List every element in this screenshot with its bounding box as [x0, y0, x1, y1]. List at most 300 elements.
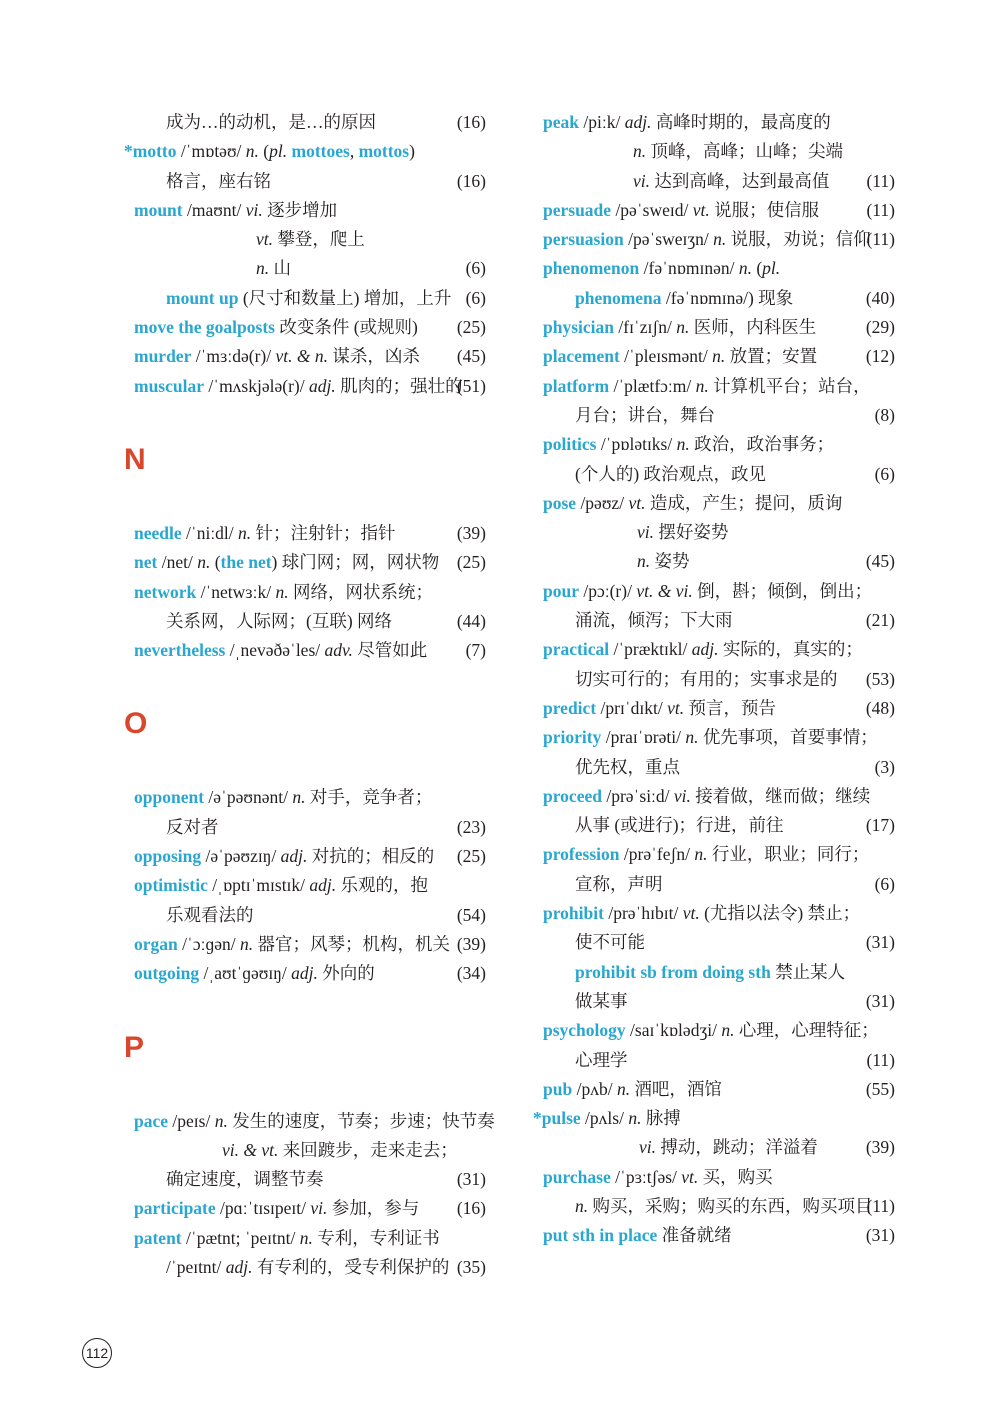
headword: optimistic: [134, 875, 208, 896]
entry-text: [633, 137, 843, 166]
entry-text: [575, 401, 715, 430]
entry-definition: 成为…的动机，是…的原因: [166, 112, 376, 132]
unit-reference: (31): [865, 932, 895, 953]
entry-definition: 来回踱步，走来走去；: [278, 1139, 458, 1160]
entry-line: [533, 987, 895, 1016]
entry-line: [533, 1046, 895, 1075]
entry-definition: /ˈpræktɪkl/: [609, 639, 692, 660]
headword: peak: [543, 112, 579, 132]
entry-definition: /saɪˈkɒlədʒi/: [625, 1020, 722, 1041]
unit-reference: (44): [456, 610, 486, 631]
entry-text: [543, 1221, 732, 1250]
part-of-speech: vt.: [682, 903, 700, 924]
entry-line: [124, 342, 486, 371]
entry-line: [124, 959, 486, 988]
entry-definition: ): [409, 141, 415, 162]
part-of-speech: n.: [694, 844, 708, 865]
entry-definition: 涌流，倾泻；下大雨: [575, 610, 733, 631]
entry-definition: /fɪˈzɪʃn/: [614, 317, 677, 338]
entry-definition: 尽管如此: [352, 640, 428, 661]
entry-line: [533, 1163, 895, 1192]
entry-definition: /maʊnt/: [182, 199, 246, 220]
headword: physician: [543, 317, 614, 338]
entry-line: [533, 137, 895, 166]
entry-definition: 反对者: [166, 816, 219, 837]
entry-definition: 行业，职业；同行；: [707, 844, 870, 865]
section-letter: O: [124, 707, 148, 741]
entry-line: [124, 254, 486, 283]
entry-text: [134, 1194, 419, 1223]
entry-line: [533, 694, 895, 723]
part-of-speech: n.: [238, 522, 252, 543]
entry-definition: 切实可行的；有用的；实事求是的: [575, 668, 838, 689]
entry-text: [543, 1075, 722, 1104]
entry-definition: 说服；使信服: [709, 199, 820, 220]
part-of-speech: adj.: [225, 1257, 253, 1278]
entry-text: [134, 196, 337, 225]
headword: outgoing: [134, 963, 200, 984]
entry-definition: /pəʊz/: [576, 492, 629, 513]
unit-reference: (39): [456, 522, 486, 543]
entry-definition: 网络，网状系统；: [288, 581, 433, 602]
entry-line: [124, 783, 486, 812]
part-of-speech: n.: [685, 727, 699, 748]
headword: organ: [134, 933, 178, 954]
headword: muscular: [134, 375, 204, 396]
entry-text: [134, 930, 450, 959]
entry-definition: 计算机平台；站台，: [708, 375, 871, 396]
part-of-speech: n.: [214, 1110, 228, 1131]
entry-text: [134, 313, 418, 342]
headword: proceed: [543, 785, 602, 806]
part-of-speech: vi.: [639, 1137, 657, 1158]
unit-reference: (55): [865, 1078, 895, 1099]
unit-reference: (23): [456, 816, 486, 837]
part-of-speech: n.: [239, 933, 254, 954]
entry-text: [134, 842, 434, 871]
headword: pose: [543, 492, 577, 513]
entry-text: [543, 313, 816, 342]
entry-definition: /ˈmɒtəʊ/: [176, 141, 246, 162]
entry-definition: 搏动，跳动；洋溢着: [656, 1137, 818, 1158]
entry-line: [533, 958, 895, 987]
left-column: [124, 108, 495, 1282]
entry-text: [543, 108, 831, 137]
part-of-speech: n.: [633, 141, 647, 162]
entry-text: [134, 871, 428, 900]
entry-definition: 改变条件 (或规则): [274, 317, 418, 338]
entry-line: [533, 1016, 895, 1045]
entry-definition: 说服，劝说；信仰: [726, 229, 871, 250]
part-of-speech: adv.: [324, 640, 353, 661]
entry-definition: /ˈpɒlətɪks/: [596, 434, 677, 455]
entry-text: [575, 1192, 873, 1221]
entry-text: [543, 430, 834, 459]
headword: politics: [543, 434, 597, 455]
headword: nevertheless: [134, 640, 226, 661]
entry-text: [134, 548, 439, 577]
entry-line: [533, 342, 895, 371]
part-of-speech: vt.: [256, 229, 274, 250]
entry-line: [124, 636, 486, 665]
entry-text: [543, 489, 842, 518]
unit-reference: (29): [865, 317, 895, 338]
page-number: 112: [82, 1338, 112, 1368]
entry-text: [134, 342, 420, 371]
part-of-speech: n.: [299, 1227, 313, 1248]
entry-line: [124, 372, 486, 401]
entry-text: [575, 753, 680, 782]
entry-line: [124, 1224, 486, 1253]
unit-reference: (31): [865, 1225, 895, 1246]
unit-reference: (21): [865, 610, 895, 631]
entry-line: [124, 1107, 495, 1136]
entry-text: [543, 1163, 773, 1192]
entry-text: [134, 1224, 440, 1253]
entry-definition: 高峰时期的，最高度的: [651, 112, 831, 132]
part-of-speech: n.: [637, 551, 651, 572]
entry-line: [533, 401, 895, 430]
entry-definition: 心理，心理特征；: [734, 1020, 879, 1041]
entry-definition: /ˈɔːɡən/: [177, 933, 240, 954]
part-of-speech: vi.: [245, 199, 263, 220]
entry-text: [124, 137, 415, 166]
part-of-speech: n.: [676, 317, 690, 338]
entry-definition: (: [210, 552, 221, 573]
entry-definition: 器官；风琴；机构，机关: [253, 933, 450, 954]
headword: *motto: [124, 141, 177, 162]
entry-line: [533, 1133, 895, 1162]
part-of-speech: n.: [616, 1078, 631, 1099]
part-of-speech: n.: [575, 1195, 589, 1216]
entry-definition: /pɔː(r)/: [578, 580, 637, 601]
part-of-speech: adj.: [309, 875, 337, 896]
entry-definition: (个人的) 政治观点，政见: [575, 463, 767, 484]
entry-definition: 针；注射针；指针: [251, 522, 396, 543]
entry-definition: (尤指以法令) 禁止；: [699, 903, 861, 924]
unit-reference: (54): [456, 904, 486, 925]
headword: mottoes: [291, 141, 350, 162]
headword: *pulse: [533, 1108, 581, 1129]
entry-definition: 关系网，人际网；(互联) 网络: [166, 610, 393, 631]
section-letter: P: [124, 1030, 145, 1064]
part-of-speech: vt.: [681, 1166, 699, 1187]
entry-definition: 优先事项，首要事情；: [698, 727, 878, 748]
entry-text: [166, 1253, 449, 1282]
entry-definition: 禁止某人: [770, 961, 846, 982]
entry-text: [134, 1107, 495, 1136]
entry-text: [637, 547, 690, 576]
part-of-speech: adj.: [691, 639, 719, 660]
headword: prohibit sb from doing sth: [575, 961, 771, 982]
entry-definition: 专利，专利证书: [312, 1227, 440, 1248]
headword: put sth in place: [543, 1225, 658, 1246]
entry-definition: 准备就绪: [657, 1225, 732, 1246]
entry-definition: 造成，产生；提问，质询: [645, 492, 843, 513]
entry-text: [543, 694, 776, 723]
unit-reference: (45): [456, 346, 486, 367]
headword: profession: [543, 844, 620, 865]
headword: move the goalposts: [134, 317, 275, 338]
entry-text: [543, 254, 780, 283]
unit-reference: (3): [874, 756, 895, 777]
entry-line: [533, 518, 895, 547]
entry-line: [124, 578, 486, 607]
entry-line: [124, 1194, 486, 1223]
headword: the net: [220, 552, 272, 573]
entry-text: [134, 959, 375, 988]
entry-definition: 接着做，继而做；继续: [690, 785, 871, 806]
part-of-speech: n.: [676, 434, 690, 455]
entry-definition: 山: [269, 258, 291, 279]
headword: purchase: [543, 1166, 611, 1187]
entry-line: [124, 196, 486, 225]
entry-line: [124, 284, 486, 313]
entry-definition: 脉搏: [641, 1108, 681, 1129]
entry-definition: 乐观看法的: [166, 904, 254, 925]
entry-definition: 做某事: [575, 990, 628, 1011]
entry-definition: /peɪs/: [168, 1110, 215, 1131]
headword: pour: [543, 580, 579, 601]
unit-reference: (11): [866, 229, 895, 250]
part-of-speech: pl.: [269, 141, 288, 162]
entry-definition: 月台；讲台，舞台: [575, 404, 715, 425]
headword: persuasion: [543, 229, 624, 250]
part-of-speech: n.: [695, 375, 709, 396]
part-of-speech: n.: [292, 787, 306, 808]
unit-reference: (31): [865, 990, 895, 1011]
entry-text: [166, 167, 271, 196]
unit-reference: (17): [865, 815, 895, 836]
entry-definition: (尺寸和数量上) 增加，上升: [238, 287, 452, 308]
part-of-speech: pl.: [762, 258, 781, 279]
entry-definition: /fəˈnɒmɪnən/: [639, 258, 739, 279]
entry-definition: /fəˈnɒmɪnə/) 现象: [661, 287, 794, 308]
part-of-speech: vt. & vi.: [636, 580, 693, 601]
entry-line: [533, 547, 895, 576]
unit-reference: (48): [865, 697, 895, 718]
entry-line: [533, 167, 895, 196]
entry-line: [533, 460, 895, 489]
entry-text: [575, 987, 628, 1016]
entry-line: [124, 548, 486, 577]
section-letter: N: [124, 442, 146, 476]
entry-text: [134, 578, 433, 607]
entry-definition: /prəˈfeʃn/: [619, 844, 695, 865]
part-of-speech: n.: [197, 552, 211, 573]
unit-reference: (6): [465, 258, 486, 279]
entry-definition: /ˈpɜːtʃəs/: [610, 1166, 682, 1187]
entry-definition: ,: [349, 141, 359, 162]
part-of-speech: adj.: [624, 112, 652, 132]
entry-definition: 实际的，真实的；: [718, 639, 863, 660]
entry-definition: /ˈniːdl/: [181, 522, 239, 543]
headword: phenomena: [575, 287, 662, 308]
headword: mount: [134, 199, 183, 220]
entry-text: [134, 519, 396, 548]
unit-reference: (34): [456, 963, 486, 984]
entry-line: [533, 225, 895, 254]
part-of-speech: n.: [628, 1108, 642, 1129]
unit-reference: (39): [456, 933, 486, 954]
entry-text: [575, 460, 766, 489]
entry-definition: 对手，竞争者；: [305, 787, 433, 808]
entry-definition: 攀登，爬上: [273, 229, 365, 250]
unit-reference: (35): [456, 1257, 486, 1278]
entry-definition: /ˈmɜːdə(r)/: [191, 346, 276, 367]
entry-text: [533, 1104, 681, 1133]
entry-definition: /pʌls/: [580, 1108, 629, 1129]
part-of-speech: n.: [256, 258, 270, 279]
entry-definition: /ˌɒptɪˈmɪstɪk/: [207, 875, 310, 896]
part-of-speech: n.: [712, 346, 726, 367]
part-of-speech: n.: [713, 229, 727, 250]
entry-definition: 发生的速度，节奏；步速；快节奏: [227, 1110, 495, 1131]
unit-reference: (16): [456, 112, 486, 132]
entry-definition: /ˈpeɪtnt/: [166, 1257, 226, 1278]
entry-definition: (: [751, 258, 763, 279]
headword: placement: [543, 346, 620, 367]
part-of-speech: vt.: [667, 697, 685, 718]
entry-line: [533, 489, 895, 518]
entry-definition: 外向的: [317, 963, 375, 984]
unit-reference: (6): [874, 463, 895, 484]
entry-text: [575, 958, 845, 987]
entry-definition: 购买，采购；购买的东西，购买项目: [588, 1195, 873, 1216]
unit-reference: (16): [456, 170, 486, 191]
entry-text: [166, 813, 219, 842]
entry-definition: 预言，预告: [684, 697, 777, 718]
entry-definition: 肌肉的；强壮的: [335, 375, 463, 396]
entry-definition: /ˈpætnt; ˈpeɪtnt/: [181, 1227, 300, 1248]
unit-reference: (11): [866, 170, 895, 191]
part-of-speech: adj.: [308, 375, 336, 396]
entry-definition: 医师，内科医生: [689, 317, 817, 338]
entry-definition: /prəˈsiːd/: [601, 785, 674, 806]
headword: participate: [134, 1198, 216, 1219]
entry-line: [124, 607, 486, 636]
entry-definition: /net/: [157, 552, 198, 573]
entry-text: [543, 635, 863, 664]
unit-reference: (16): [456, 1198, 486, 1219]
entry-text: [166, 1165, 324, 1194]
part-of-speech: vi.: [637, 522, 655, 543]
part-of-speech: adj.: [291, 963, 318, 984]
unit-reference: (6): [465, 287, 486, 308]
part-of-speech: vi. & vt.: [222, 1139, 279, 1160]
entry-definition: /ˈmʌskjələ(r)/: [204, 375, 309, 396]
entry-definition: 心理学: [575, 1049, 628, 1070]
entry-line: [124, 167, 486, 196]
entry-text: [134, 636, 427, 665]
entry-line: [533, 1221, 895, 1250]
entry-text: [256, 225, 365, 254]
entry-definition: 谋杀，凶杀: [327, 346, 420, 367]
entry-text: [543, 342, 817, 371]
headword: murder: [134, 346, 192, 367]
entry-text: [543, 577, 872, 606]
headword: opponent: [134, 787, 205, 808]
unit-reference: (11): [866, 1049, 895, 1070]
entry-definition: /ˈplætfɔːm/: [609, 375, 696, 396]
entry-text: [166, 284, 451, 313]
entry-definition: /ˈpleɪsmənt/: [619, 346, 713, 367]
entry-line: [533, 196, 895, 225]
entry-text: [575, 284, 793, 313]
entry-definition: 顶峰，高峰；山峰；尖端: [646, 141, 843, 162]
headword: platform: [543, 375, 610, 396]
unit-reference: (8): [874, 404, 895, 425]
entry-line: [124, 1165, 486, 1194]
entry-line: [533, 635, 895, 664]
unit-reference: (31): [456, 1169, 486, 1190]
entry-text: [134, 372, 463, 401]
part-of-speech: vi.: [633, 170, 651, 191]
entry-line: [533, 870, 895, 899]
entry-definition: ) 球门网；网，网状物: [271, 552, 440, 573]
unit-reference: (7): [465, 640, 486, 661]
entry-text: [575, 1046, 628, 1075]
unit-reference: (11): [866, 199, 895, 220]
entry-text: [637, 518, 728, 547]
entry-definition: 优先权，重点: [575, 756, 680, 777]
entry-line: [124, 313, 486, 342]
entry-line: [533, 577, 895, 606]
entry-definition: 酒吧，酒馆: [630, 1078, 722, 1099]
part-of-speech: vt.: [628, 492, 646, 513]
entry-text: [575, 928, 645, 957]
entry-definition: /praɪˈɒrəti/: [601, 727, 686, 748]
headword: psychology: [543, 1020, 626, 1041]
entry-definition: /prəˈhɪbɪt/: [603, 903, 683, 924]
unit-reference: (6): [874, 873, 895, 894]
entry-definition: 乐观的，抱: [336, 875, 429, 896]
entry-text: [575, 870, 663, 899]
part-of-speech: vt.: [692, 199, 710, 220]
unit-reference: (51): [456, 375, 486, 396]
part-of-speech: vt. & n.: [275, 346, 328, 367]
headword: pub: [543, 1078, 573, 1099]
part-of-speech: n.: [245, 141, 259, 162]
entry-definition: /ˈnetwɜːk/: [196, 581, 276, 602]
entry-line: [124, 901, 486, 930]
entry-line: [533, 840, 895, 869]
entry-text: [256, 254, 291, 283]
headword: pace: [134, 1110, 169, 1131]
unit-reference: (40): [865, 287, 895, 308]
entry-line: [533, 1104, 895, 1133]
right-column: [533, 108, 895, 1251]
headword: persuade: [543, 199, 612, 220]
entry-line: [533, 254, 895, 283]
entry-definition: /ˌnevəðəˈles/: [225, 640, 325, 661]
entry-line: [533, 1075, 895, 1104]
headword: phenomenon: [543, 258, 640, 279]
entry-line: [124, 813, 486, 842]
part-of-speech: vi.: [673, 785, 691, 806]
headword: patent: [134, 1227, 182, 1248]
headword: mottos: [358, 141, 410, 162]
entry-text: [639, 1133, 818, 1162]
part-of-speech: n.: [721, 1020, 735, 1041]
part-of-speech: n.: [275, 581, 289, 602]
entry-definition: /prɪˈdɪkt/: [596, 697, 668, 718]
entry-definition: 摆好姿势: [654, 522, 729, 543]
entry-definition: 宣称，声明: [575, 873, 663, 894]
entry-definition: 从事 (或进行)；行进，前往: [575, 815, 784, 836]
part-of-speech: n.: [738, 258, 752, 279]
entry-line: [533, 606, 895, 635]
